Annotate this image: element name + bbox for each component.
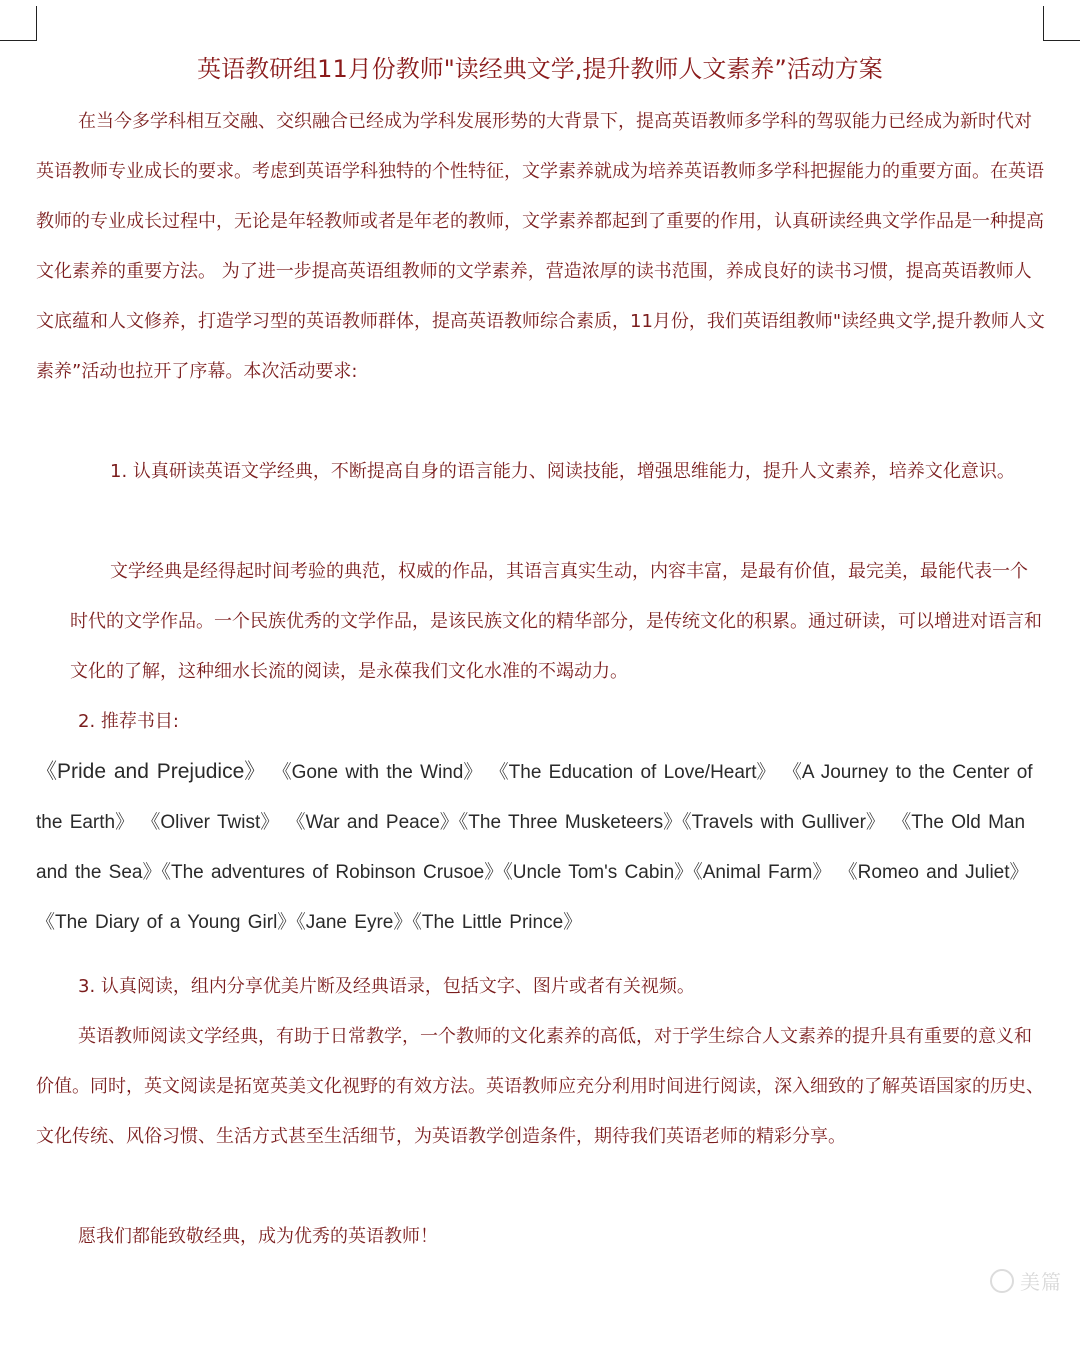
book-title: 《Pride and Prejudice》 [36, 760, 266, 783]
watermark-text: 美篇 [1020, 1270, 1062, 1294]
closing-line: 愿我们都能致敬经典，成为优秀的英语教师！ [78, 1226, 438, 1247]
book-title: 《The Three Musketeers》 [458, 812, 683, 833]
crop-mark-top-right [1043, 6, 1080, 41]
book-title: 《A Journey to the Center of the Earth》 [36, 762, 1033, 833]
book-title: 《Jane Eyre》 [296, 912, 413, 933]
item-3-heading: 3. 认真阅读，组内分享优美片断及经典语录，包括文字、图片或者有关视频。 [78, 976, 695, 997]
book-title: 《The adventures of Robinson Crusoe》 [161, 862, 504, 883]
intro-paragraph: 在当今多学科相互交融、交织融合已经成为学科发展形势的大背景下，提高英语教师多学科的驾驭能力已经成为新时代对英语教师专业成长的要求。考虑到英语学科独特的个性特征，文学素养就成为培养英语教师多学科把握能力的重要方面。在英语教师的专业成长过程中，无论是年轻教师或者是年老的教师，文学素养都起到了重要的作用，认真研读经典文学作品是一种提高文化素养的重要方法。 为了进一步提高英语组教师的文学素养，营造浓厚的读书范围，养成良好的读书习惯，提高英语教师人文底蕴和人文修养，打造学习型的英语教师群体，提高英语教师综合素质，11月份，我们英语组教师"读经典文学,提升教师人文素养”活动也拉开了序幕。本次活动要求: [36, 111, 1045, 382]
book-title: 《Travels with Gulliver》 [682, 812, 885, 833]
book-title: 《Gone with the Wind》 [272, 762, 483, 783]
book-title: 《War and Peace》 [286, 812, 459, 833]
book-title: 《Uncle Tom's Cabin》 [503, 862, 694, 883]
book-title: 《The Little Prince》 [412, 912, 583, 933]
book-title: 《Oliver Twist》 [141, 812, 280, 833]
document-title: 英语教研组11月份教师"读经典文学,提升教师人文素养”活动方案 [197, 55, 883, 83]
book-title: 《The Education of Love/Heart》 [489, 762, 776, 783]
watermark [990, 1266, 1062, 1295]
item-3-body: 英语教师阅读文学经典，有助于日常教学，一个教师的文化素养的高低，对于学生综合人文素养的提升具有重要的意义和价值。同时，英文阅读是拓宽英美文化视野的有效方法。英语教师应充分利用时间进行阅读，深入细致的了解英语国家的历史、文化传统、风俗习惯、生活方式甚至生活细节，为英语教学创造条件，期待我们英语老师的精彩分享。 [36, 1026, 1044, 1147]
book-title: 《The Old Man and the Sea》 [36, 812, 1026, 883]
item-1-heading: 1. 认真研读英语文学经典，不断提高自身的语言能力、阅读技能，增强思维能力，提升人文素养，培养文化意识。 [110, 461, 1015, 482]
book-title: 《Animal Farm》 [693, 862, 832, 883]
meipian-logo-icon [990, 1269, 1014, 1293]
book-title: 《The Diary of a Young Girl》 [36, 912, 297, 933]
item-1-body: 文学经典是经得起时间考验的典范，权威的作品，其语言真实生动，内容丰富，是最有价值，最完美，最能代表一个时代的文学作品。一个民族优秀的文学作品，是该民族文化的精华部分，是传统文化的积累。通过研读，可以增进对语言和文化的了解，这种细水长流的阅读，是永葆我们文化水准的不竭动力。 [70, 561, 1042, 682]
item-2-heading: 2. 推荐书目: [78, 711, 179, 732]
book-list [36, 747, 1048, 948]
crop-mark-top-left [0, 6, 37, 41]
book-title: 《Romeo and Juliet》 [838, 862, 1029, 883]
